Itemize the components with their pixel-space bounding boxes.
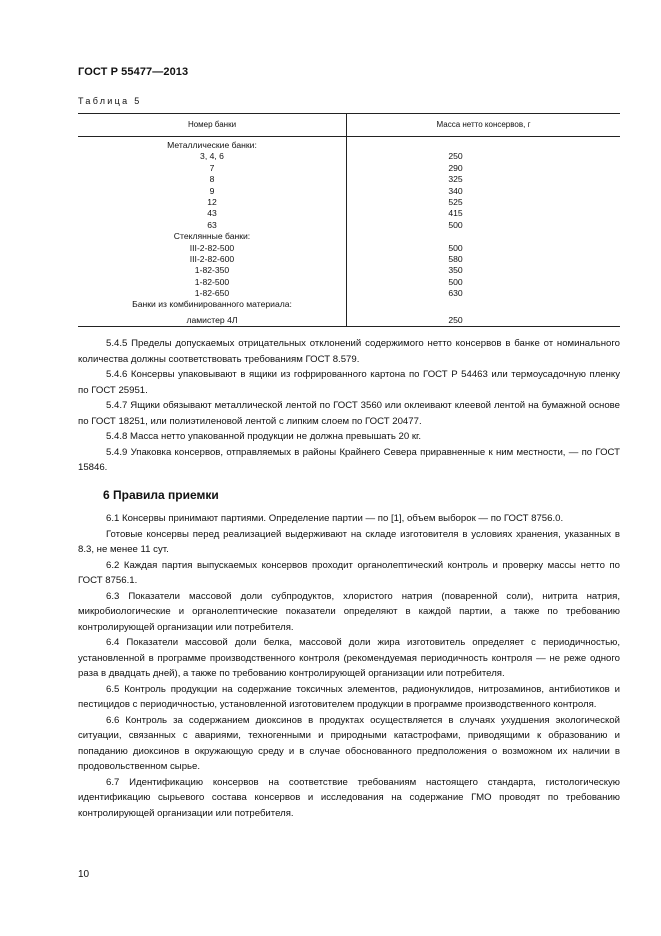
table-row [78,163,620,174]
net-mass: 325 [448,174,463,185]
document-header: ГОСТ Р 55477—2013 [78,66,189,78]
net-mass: 290 [448,162,463,173]
section-6-title: 6 Правила приемки [103,487,219,502]
can-number: 12 [207,196,217,207]
table-body [78,140,620,326]
table-row [78,277,620,288]
can-number: 8 [209,174,215,185]
table-row [78,265,620,276]
can-number: 1-82-500 [194,276,230,287]
can-number: Банки из комбинированного материала: [132,299,292,310]
paragraph-6-2: 6.2 Каждая партия выпускаемых консервов проходит органолептический контроль и проверку массы нетто по ГОСТ 8756.1. [78,559,620,586]
can-number: 1-82-350 [194,265,230,276]
table-row [78,174,620,185]
paragraph-5-4-7: 5.4.7 Ящики обязывают металлической лентой по ГОСТ 3560 или оклеивают клеевой лентой на бумажной основе по ГОСТ 18251, или полиэтиленовой лентой с липким слоем по ГОСТ 20477. [78,400,620,427]
table-row [78,186,620,197]
table-row [78,220,620,231]
net-mass: 340 [448,185,463,196]
paragraph-5-4-6: 5.4.6 Консервы упаковывают в ящики из гофрированного картона по ГОСТ Р 54463 или термоусадочную пленку по ГОСТ 25951. [78,369,620,396]
paragraph-5-4-9: 5.4.9 Упаковка консервов, отправляемых в районы Крайнего Севера приравненные к ним местности, — по ГОСТ 15846. [78,446,620,473]
table-header-net-mass: Масса нетто консервов, г [436,120,531,129]
table-row [78,288,620,299]
can-number: III-2-82-500 [189,242,235,253]
paragraph-6-1-continued: Готовые консервы перед реализацией выдерживают на складе изготовителя в условиях хранения, указанных в 8.3, не менее 11 сут. [78,528,620,555]
body-text [78,336,620,821]
net-mass: 250 [448,151,463,162]
paragraph-6-1: 6.1 Консервы принимают партиями. Определение партии — по [1], объем выборок — по ГОСТ 8756.0. [106,513,564,524]
table-row [78,197,620,208]
table-header-can-number: Номер банки [187,120,237,129]
net-mass: 500 [448,219,463,230]
can-number: 1-82-650 [194,288,230,299]
table-5 [78,113,620,327]
can-number: 43 [207,208,217,219]
can-number: 7 [209,162,215,173]
paragraph-6-6: 6.6 Контроль за содержанием диоксинов в продуктах осуществляется в случаях ухудшения экологической ситуации, связанных с авариями, техногенными и природными катастрофами, приводящими к образованию и попаданию диоксинов в окружающую среду и в случае обоснованного предположения о возможном их наличии в продовольственном сырье. [78,714,620,772]
table-row [78,254,620,265]
table-row [78,151,620,162]
paragraph-5-4-8: 5.4.8 Масса нетто упакованной продукции не должна превышать 20 кг. [106,431,422,442]
paragraph-6-7: 6.7 Идентификацию консервов на соответствие требованиям настоящего стандарта, гистологическую идентификацию сырьевого состава консервов и исследования на содержание ГМО проводят по требованию контролирующей организации или потребителя. [78,776,620,819]
table-row [78,231,620,242]
can-number: ламистер 4Л [186,314,238,325]
table-row [78,315,620,326]
paragraph-6-3: 6.3 Показатели массовой доли субпродуктов, хлористого натрия (поваренной соли), нитрита натрия, микробиологические и органолептические показатели определяют в каждой партии, а также по требованию контролирующей организации или потребителя. [78,590,620,633]
net-mass: 350 [448,265,463,276]
net-mass: 250 [448,314,463,325]
net-mass: 525 [448,196,463,207]
table-row [78,140,620,151]
table-row [78,208,620,219]
net-mass: 415 [448,208,463,219]
paragraph-6-5: 6.5 Контроль продукции на содержание токсичных элементов, радионуклидов, нитрозаминов, антибиотиков и пестицидов с периодичностью, установленной изготовителем продукции в программе производственного контроля. [78,683,620,710]
can-number: III-2-82-600 [189,253,235,264]
paragraph-6-4: 6.4 Показатели массовой доли белка, массовой доли жира изготовитель определяет с периодичностью, установленной в программе производственного контроля (рекомендуемая периодичность контроля — не реже одного раза в двадцать дней), а также по требованию контролирующей организации или потребителя. [78,637,620,679]
can-number: Стеклянные банки: [173,231,251,242]
table-row [78,299,620,310]
can-number: 63 [207,219,217,230]
net-mass: 500 [448,242,463,253]
page-number: 10 [78,869,90,880]
table-row [78,243,620,254]
can-number: Металлические банки: [167,140,257,150]
net-mass: 580 [448,253,463,264]
net-mass: 500 [448,276,463,287]
table-caption: Таблица 5 [78,96,142,106]
net-mass: 630 [448,288,463,299]
paragraph-5-4-5: 5.4.5 Пределы допускаемых отрицательных отклонений содержимого нетто консервов в банке от номинального количества должны соответствовать требованиям ГОСТ 8.579. [78,338,620,365]
can-number: 3, 4, 6 [200,151,224,162]
can-number: 9 [209,185,215,196]
table-header-divider [78,136,620,137]
